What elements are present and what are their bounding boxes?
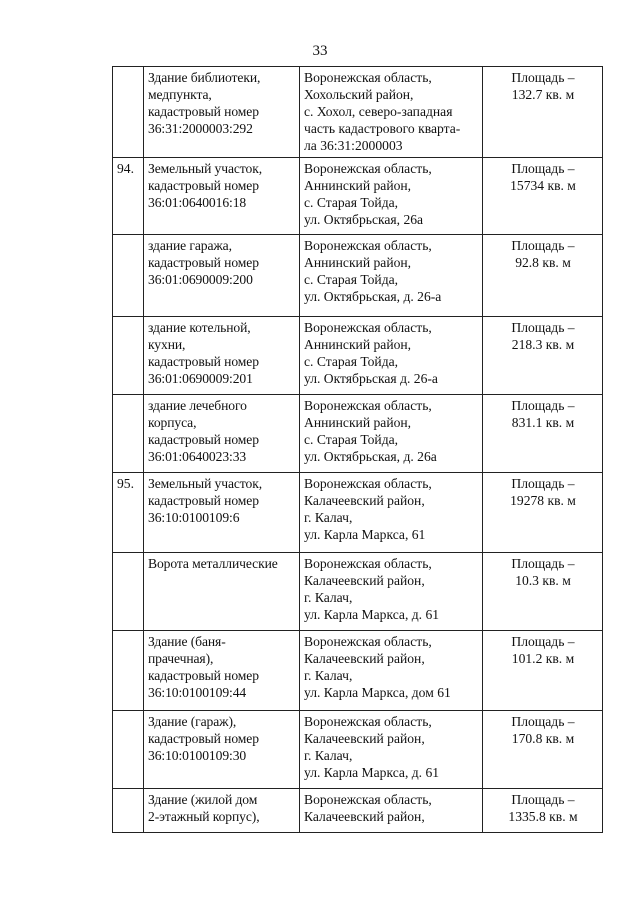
address-cell [300,317,483,395]
row-number-cell [113,711,144,789]
object-name-line: кадастровый номер [148,432,259,447]
address-cell [300,789,483,833]
area-cell [483,67,603,158]
address-line: ул. Карла Маркса, д. 61 [304,765,440,780]
address-line: г. Калач, [304,668,353,683]
row-number-cell [113,67,144,158]
area-line: 1335.8 кв. м [508,809,578,824]
area-cell [483,158,603,235]
object-name-line: кадастровый номер [148,104,259,119]
address-cell [300,473,483,553]
object-name-line: кухни, [148,337,186,352]
object-name-line: здание лечебного [148,398,247,413]
table-row [113,711,603,789]
address-line: ул. Октябрьская, 26а [304,212,424,227]
row-number: 94. [117,161,134,176]
address-line: ла 36:31:2000003 [304,138,403,153]
area-line: 831.1 кв. м [511,415,575,430]
object-name-cell [144,473,300,553]
address-line: с. Старая Тойда, [304,432,399,447]
address-line: Воронежская область, [304,398,432,413]
table-row [113,158,603,235]
object-name-line: 36:10:0100109:44 [148,685,247,700]
address-line: с. Старая Тойда, [304,354,399,369]
address-cell [300,158,483,235]
object-name-line: Здание (баня- [148,634,226,649]
object-name-line: Земельный участок, [148,161,263,176]
object-name-line: 36:10:0100109:6 [148,510,240,525]
address-line: Воронежская область, [304,238,432,253]
row-number-cell [113,235,144,317]
object-name-line: Здание (жилой дом [148,792,258,807]
row-number-cell [113,395,144,473]
object-name-line: 36:01:0690009:201 [148,371,253,386]
area-cell [483,711,603,789]
address-line: г. Калач, [304,510,353,525]
area-line: Площадь – [511,634,575,649]
area-line: Площадь – [511,398,575,413]
object-name-line: 36:01:0690009:200 [148,272,253,287]
area-line: 101.2 кв. м [511,651,575,666]
address-line: Калачеевский район, [304,573,425,588]
object-name-line: кадастровый номер [148,255,259,270]
property-table-body [113,67,603,833]
area-line: Площадь – [511,320,575,335]
address-cell [300,553,483,631]
address-line: часть кадастрового кварта- [304,121,461,136]
object-name-line: Здание библиотеки, [148,70,261,85]
address-line: с. Старая Тойда, [304,272,399,287]
address-line: ул. Октябрьская, д. 26-а [304,289,442,304]
address-line: Аннинский район, [304,337,412,352]
table-row [113,395,603,473]
row-number-cell [113,473,144,553]
object-name-line: 36:31:2000003:292 [148,121,253,136]
object-name-line: 2-этажный корпус), [148,809,260,824]
area-line: 15734 кв. м [510,178,576,193]
area-cell [483,473,603,553]
table-row [113,631,603,711]
object-name-line: 36:10:0100109:30 [148,748,247,763]
area-line: 218.3 кв. м [511,337,575,352]
address-line: Воронежская область, [304,476,432,491]
address-line: ул. Карла Маркса, д. 61 [304,607,440,622]
area-cell [483,235,603,317]
address-line: Калачеевский район, [304,809,425,824]
address-line: с. Хохол, северо-западная [304,104,453,119]
address-line: ул. Карла Маркса, дом 61 [304,685,451,700]
area-line: 19278 кв. м [510,493,576,508]
area-line: Площадь – [511,792,575,807]
address-line: Воронежская область, [304,714,432,729]
address-cell [300,631,483,711]
address-cell [300,235,483,317]
address-line: Калачеевский район, [304,493,425,508]
object-name-cell [144,235,300,317]
area-line: Площадь – [511,70,575,85]
object-name-cell [144,67,300,158]
address-cell [300,395,483,473]
table-row [113,789,603,833]
object-name-line: здание гаража, [148,238,232,253]
area-line: 10.3 кв. м [515,573,571,588]
address-line: ул. Октябрьская д. 26-а [304,371,438,386]
area-cell [483,395,603,473]
address-line: Воронежская область, [304,556,432,571]
object-name-line: кадастровый номер [148,354,259,369]
object-name-line: кадастровый номер [148,731,259,746]
row-number: 95. [117,476,134,491]
object-name-line: кадастровый номер [148,668,259,683]
area-cell [483,631,603,711]
row-number-cell [113,553,144,631]
object-name-line: 36:01:0640016:18 [148,195,247,210]
address-cell [300,711,483,789]
table-row [113,473,603,553]
object-name-line: здание котельной, [148,320,251,335]
table-row [113,317,603,395]
row-number-cell [113,789,144,833]
address-line: Калачеевский район, [304,731,425,746]
address-line: Воронежская область, [304,792,432,807]
object-name-cell [144,395,300,473]
area-line: Площадь – [511,556,575,571]
object-name-cell [144,711,300,789]
address-line: Воронежская область, [304,634,432,649]
area-cell [483,789,603,833]
address-line: Воронежская область, [304,161,432,176]
object-name-cell [144,553,300,631]
address-line: Хохольский район, [304,87,414,102]
object-name-line: прачечная), [148,651,214,666]
object-name-cell [144,317,300,395]
area-line: Площадь – [511,238,575,253]
area-line: Площадь – [511,161,575,176]
address-line: ул. Карла Маркса, 61 [304,527,426,542]
area-line: 92.8 кв. м [515,255,571,270]
address-line: Воронежская область, [304,320,432,335]
object-name-line: Земельный участок, [148,476,263,491]
table-row [113,235,603,317]
address-cell [300,67,483,158]
object-name-line: Здание (гараж), [148,714,237,729]
row-number-cell [113,317,144,395]
area-line: Площадь – [511,714,575,729]
object-name-line: корпуса, [148,415,197,430]
area-line: 132.7 кв. м [511,87,575,102]
area-line: 170.8 кв. м [511,731,575,746]
address-line: ул. Октябрьская, д. 26а [304,449,437,464]
address-line: Аннинский район, [304,415,412,430]
object-name-line: кадастровый номер [148,178,259,193]
area-cell [483,317,603,395]
page-number: 33 [312,43,328,59]
property-table [112,66,603,833]
object-name-line: 36:01:0640023:33 [148,449,247,464]
object-name-cell [144,158,300,235]
object-name-cell [144,789,300,833]
address-line: с. Старая Тойда, [304,195,399,210]
row-number-cell [113,631,144,711]
address-line: Аннинский район, [304,255,412,270]
table-row [113,553,603,631]
table-row [113,67,603,158]
address-line: г. Калач, [304,590,353,605]
area-line: Площадь – [511,476,575,491]
object-name-line: Ворота металлические [148,556,278,571]
address-line: Калачеевский район, [304,651,425,666]
address-line: Воронежская область, [304,70,432,85]
address-line: Аннинский район, [304,178,412,193]
object-name-cell [144,631,300,711]
area-cell [483,553,603,631]
object-name-line: медпункта, [148,87,212,102]
object-name-line: кадастровый номер [148,493,259,508]
address-line: г. Калач, [304,748,353,763]
row-number-cell [113,158,144,235]
